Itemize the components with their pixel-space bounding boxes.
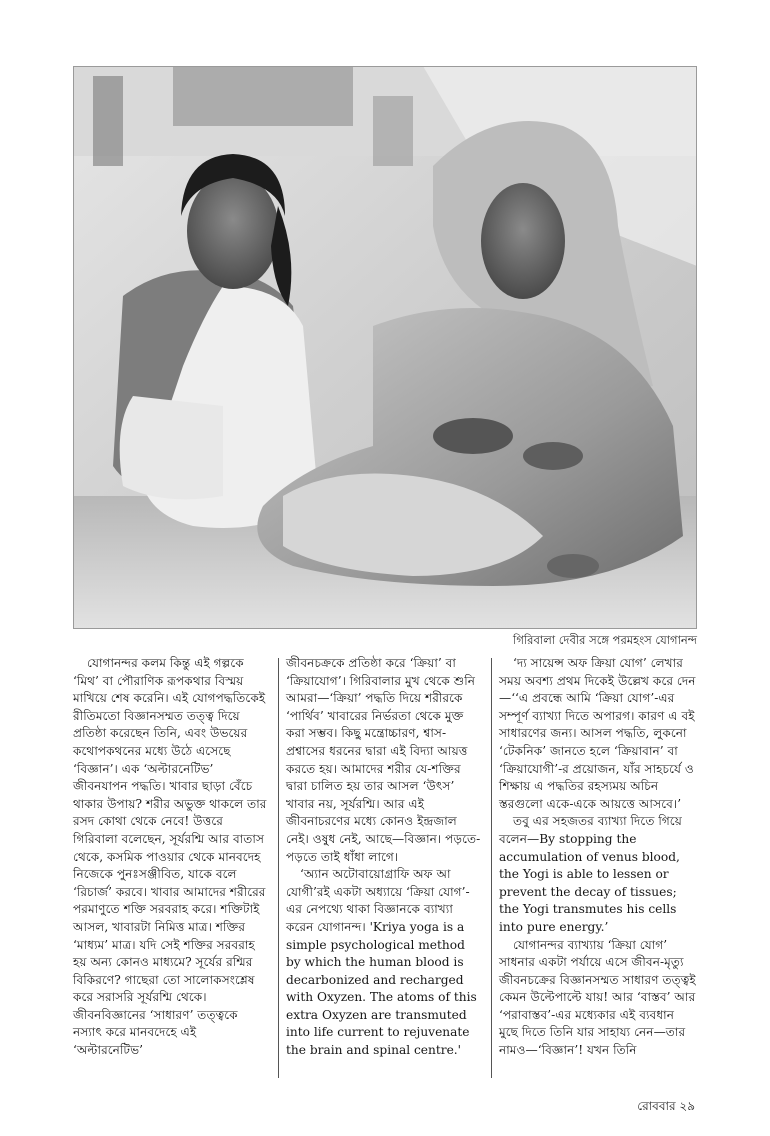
text-column-3	[499, 655, 696, 1060]
text-column-2	[286, 655, 483, 1060]
photo-caption: গিরিবালা দেবীর সঙ্গে পরমহংস যোগানন্দ	[513, 633, 697, 647]
photograph	[73, 66, 697, 629]
paragraph: জীবনচক্রকে প্রতিষ্ঠা করে ‘ক্রিয়া’ বা ‘ক্রিয়াযোগ’। গিরিবালার মুখ থেকে শুনি আমরা—‘ক্রিয়া’ পদ্ধতি দিয়ে শরীরকে ‘পার্থিব’ খাবারের নির্ভরতা থেকে মুক্ত করা সম্ভব। কিছু মন্ত্রোচ্চারণ, শ্বাস-প্রশ্বাসের ধরনের দ্বারা এই বিদ্যা আয়ত্ত করতে হয়। আমাদের শরীর যে-শক্তির দ্বারা চালিত হয় তার আসল ‘উৎস’ খাবার নয়, সূর্যরশ্মি। আর এই জীবনাচরণের মধ্যে কোনও ইন্দ্রজাল নেই। ওষুধ নেই, আছে—বিজ্ঞান। পড়তে-পড়তে তাই ধাঁধা লাগে।	[286, 656, 481, 864]
column-divider	[278, 658, 279, 1078]
photo-illustration	[73, 66, 697, 629]
page-folio: রোববার ২৯	[637, 1099, 695, 1113]
paragraph: ‘দ্য সায়েন্স অফ ক্রিয়া যোগ’ লেখার সময় অবশ্য প্রথম দিকেই উল্লেখ করে দেন—‘‘এ প্রবন্ধে আমি ‘ক্রিয়া যোগ’-এর সম্পূর্ণ ব্যাখ্যা দিতে অপারগ। কারণ এ বই সাধারণের জন্য। আসল পদ্ধতি, লুকনো ‘টেকনিক’ জানতে হলে ‘ক্রিয়াবান’ বা ‘ক্রিয়াযোগী’-র প্রয়োজন, যাঁর সাহচর্যে ও শিক্ষায় এ পদ্ধতির রহস্যময় অচিন স্তরগুলো একে-একে আয়ত্তে আসবে।’	[499, 656, 696, 811]
column-divider	[491, 658, 492, 1078]
paragraph: ‘অ্যান অটোবায়োগ্রাফি অফ আ যোগী’রই একটা অধ্যায়ে ‘ক্রিয়া যোগ’-এর নেপথ্যে থাকা বিজ্ঞানকে ব্যাখ্যা করেন যোগানন্দ। 'Kriya yoga is a simple psychological method by which the human blood is decarbonized and recharged with Oxyzen. The atoms of this extra Oxyzen are transmuted into life current to rejuvenate the brain and spinal centre.'	[286, 867, 477, 1058]
text-column-1	[73, 655, 270, 1060]
paragraph: যোগানন্দর কলম কিন্তু এই গল্পকে ‘মিথ’ বা পৌরাণিক রূপকথার বিস্ময় মাখিয়ে শেষ করেনি। এই যোগপদ্ধতিকেই রীতিমতো বিজ্ঞানসম্মত তত্ত্ব দিয়ে প্রতিষ্ঠা করেছেন তিনি, এবং উভয়ের কথোপকথনের মধ্যে উঠে এসেছে ‘বিজ্ঞান’। এক ‘অল্টারনেটিভ’ জীবনযাপন পদ্ধতি। খাবার ছাড়া বেঁচে থাকার উপায়? শরীর অভুক্ত থাকলে তার রসদ কোথা থেকে নেবে! উত্তরে গিরিবালা বলেছেন, সূর্যরশ্মি আর বাতাস থেকে, কসমিক পাওয়ার থেকে মানবদেহ নিজেকে পুনঃসঞ্জীবিত, যাকে বলে ‘রিচার্জ’ করবে। খাবার আমাদের শরীরের পরমাণুতে শক্তি সরবরাহ করে। শক্তিটাই আসল, খাবারটা নিমিত্ত মাত্র। শক্তির ‘মাধ্যম’ মাত্র। যদি সেই শক্তির সরবরাহ হয় অন্য কোনও মাধ্যমে? সূর্যের রশ্মির বিকিরণে? গাছেরা তো সালোকসংশ্লেষ করে সরাসরি সূর্যরশ্মি থেকে। জীবনবিজ্ঞানের ‘সাধারণ’ তত্ত্বকে নস্যাৎ করে মানবদেহে এই ‘অল্টারনেটিভ’	[73, 656, 267, 1058]
paragraph: যোগানন্দর ব্যাখ্যায় ‘ক্রিয়া যোগ’ সাধনার একটা পর্যায়ে এসে জীবন-মৃত্যু জীবনচক্রের বিজ্ঞানসম্মত সাধারণ তত্ত্বই কেমন উল্টেপাল্টে যায়! আর ‘বাস্তব’ আর ‘পরাবাস্তব’-এর মধ্যেকার এই ব্যবধান মুছে দিতে তিনি যার সাহায্য নেন—তার নামও—‘বিজ্ঞান’! যখন তিনি	[499, 937, 696, 1058]
paragraph: তবু এর সহজতর ব্যাখ্যা দিতে গিয়ে বলেন—By stopping the accumulation of venus blood, the Yogi is able to lessen or prevent the decay of tissues; the Yogi transmutes his cells into pure energy.’	[499, 814, 682, 934]
